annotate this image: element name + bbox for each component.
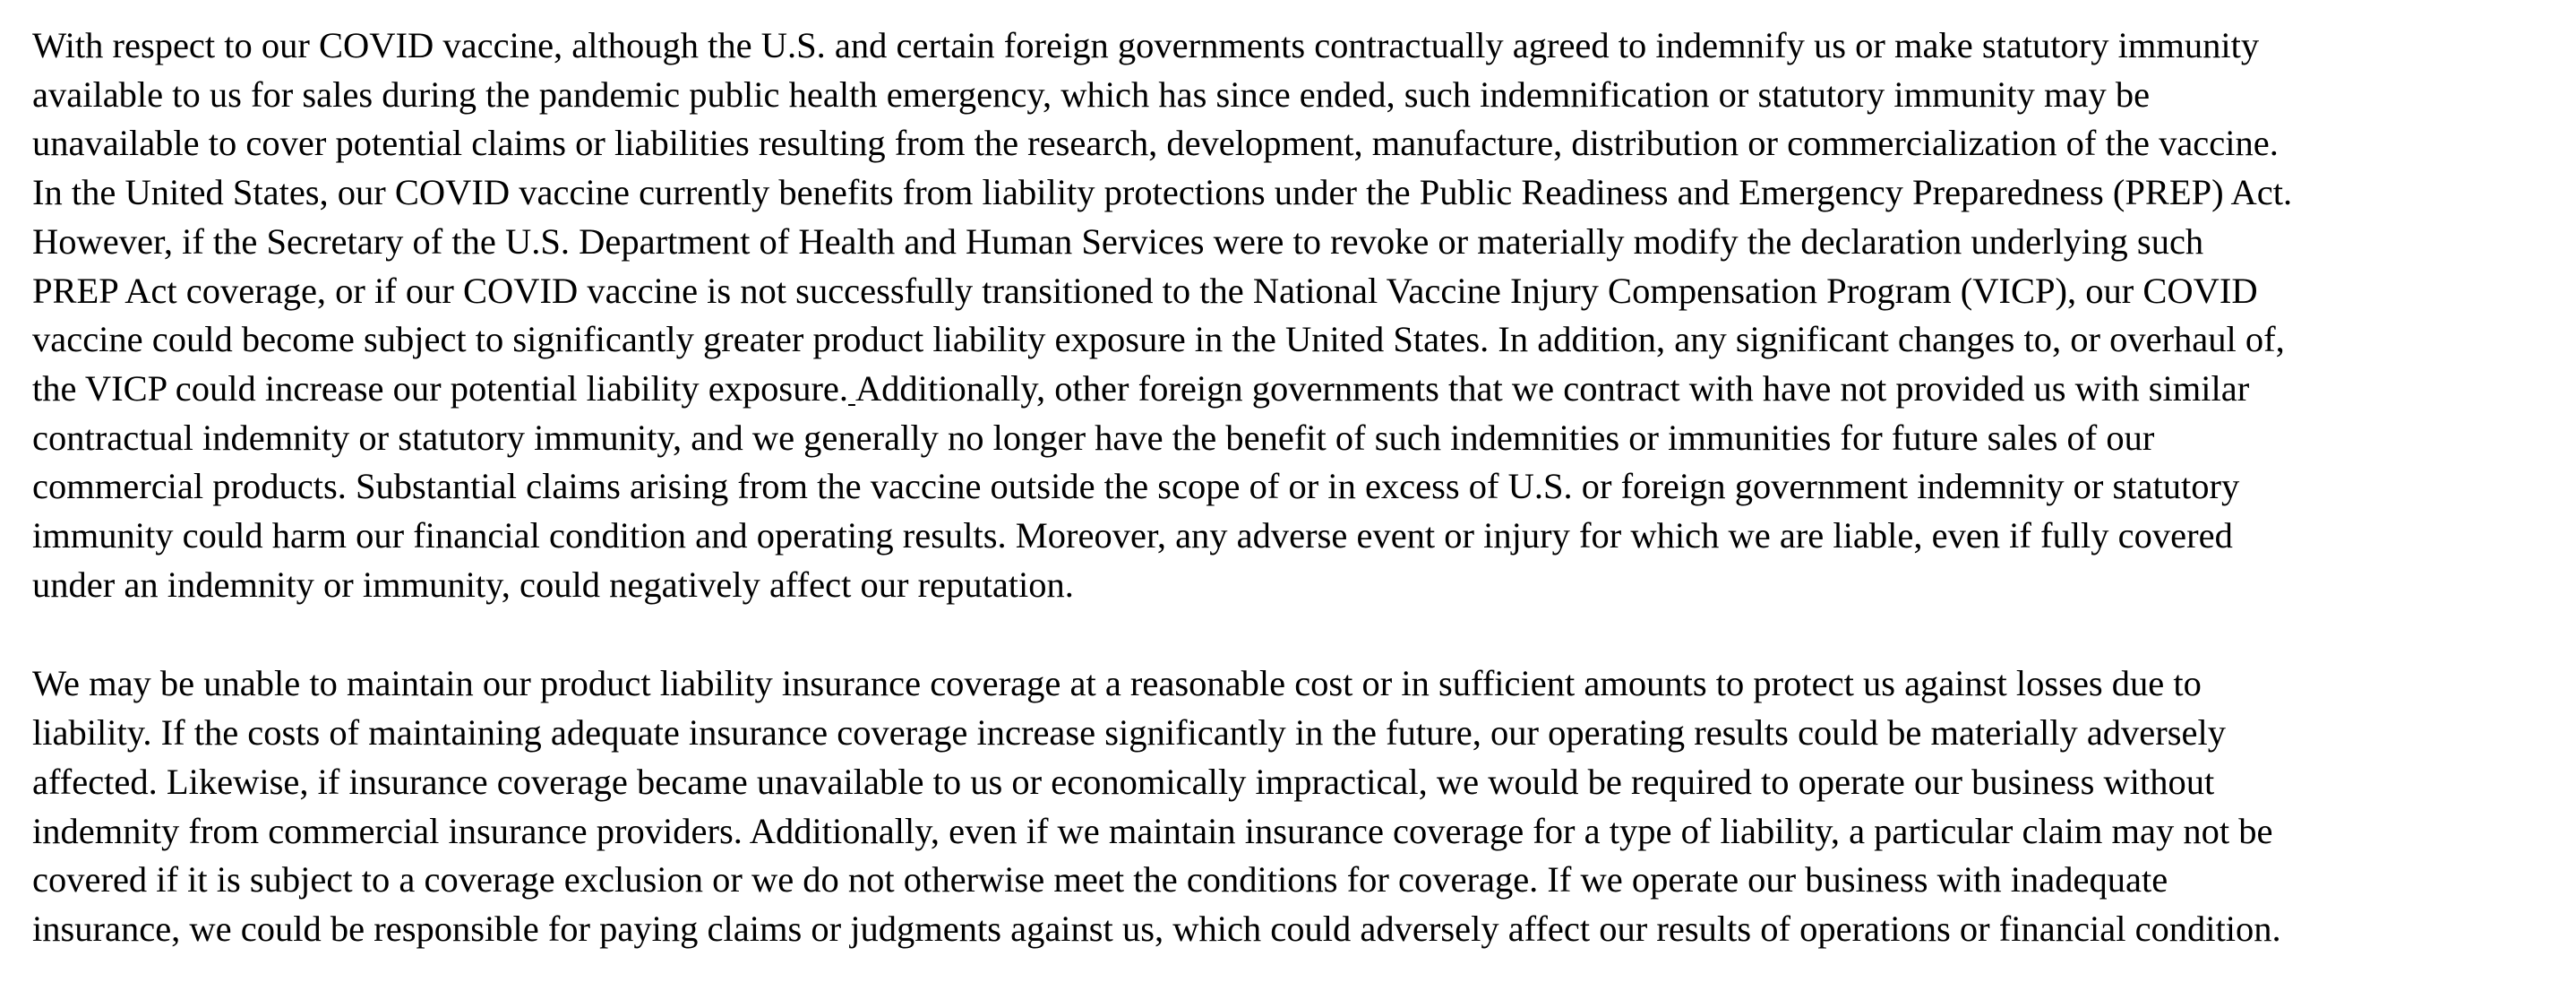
document-page (32, 22, 2555, 954)
text-line: immunity could harm our financial condition and operating results. Moreover, any adverse event or injury for which we are liable, even if fully covered (32, 515, 2233, 556)
text-line: available to us for sales during the pandemic public health emergency, which has since ended, such indemnification or statutory immunity may be (32, 73, 2151, 115)
text-line: covered if it is subject to a coverage exclusion or we do not otherwise meet the conditions for coverage. If we operate our business with inadequate (32, 859, 2168, 900)
text-line: commercial products. Substantial claims arising from the vaccine outside the scope of or in excess of U.S. or foreign government indemnity or statutory (32, 466, 2240, 507)
text-line: liability. If the costs of maintaining adequate insurance coverage increase significantly in the future, our operating results could be materially adversely (32, 712, 2227, 754)
text-line: We may be unable to maintain our product liability insurance coverage at a reasonable cost or in sufficient amounts to protect us against losses due to (32, 663, 2202, 704)
text-segment: the VICP could increase our potential liability exposure. (32, 367, 849, 409)
text-line: insurance, we could be responsible for paying claims or judgments against us, which could adversely affect our results of operations or financial condition. (32, 908, 2281, 949)
text-line: With respect to our COVID vaccine, although the U.S. and certain foreign governments contractually agreed to indemnify us or make statutory immunity (32, 25, 2260, 65)
text-line: affected. Likewise, if insurance coverage became unavailable to us or economically impractical, we would be required to operate our business without (32, 761, 2215, 802)
text-line: In the United States, our COVID vaccine currently benefits from liability protections under the Public Readiness and Emergency Preparedness (PREP) Act. (32, 172, 2293, 213)
text-line-with-underlined-space (32, 365, 2555, 414)
paragraph-insurance-coverage (32, 659, 2555, 953)
text-line: unavailable to cover potential claims or liabilities resulting from the research, development, manufacture, distribution or commercialization of the vaccine. (32, 123, 2279, 164)
paragraph-covid-vaccine-indemnity (32, 22, 2555, 609)
text-line: vaccine could become subject to significantly greater product liability exposure in the United States. In addition, any significant changes to, or overhaul of, (32, 319, 2285, 360)
text-line: under an indemnity or immunity, could negatively affect our reputation. (32, 564, 1074, 605)
text-segment: Additionally, other foreign governments that we contract with have not provided us with similar (854, 367, 2250, 409)
underlined-space (848, 368, 855, 409)
text-line: PREP Act coverage, or if our COVID vaccine is not successfully transitioned to the National Vaccine Injury Compensation Program (VICP), our COVID (32, 270, 2258, 311)
text-line: However, if the Secretary of the U.S. Department of Health and Human Services were to revoke or materially modify the declaration underlying such (32, 220, 2204, 262)
text-line: indemnity from commercial insurance providers. Additionally, even if we maintain insurance coverage for a type of liability, a particular claim may not be (32, 810, 2273, 851)
text-line: contractual indemnity or statutory immunity, and we generally no longer have the benefit of such indemnities or immunities for future sales of our (32, 417, 2155, 458)
